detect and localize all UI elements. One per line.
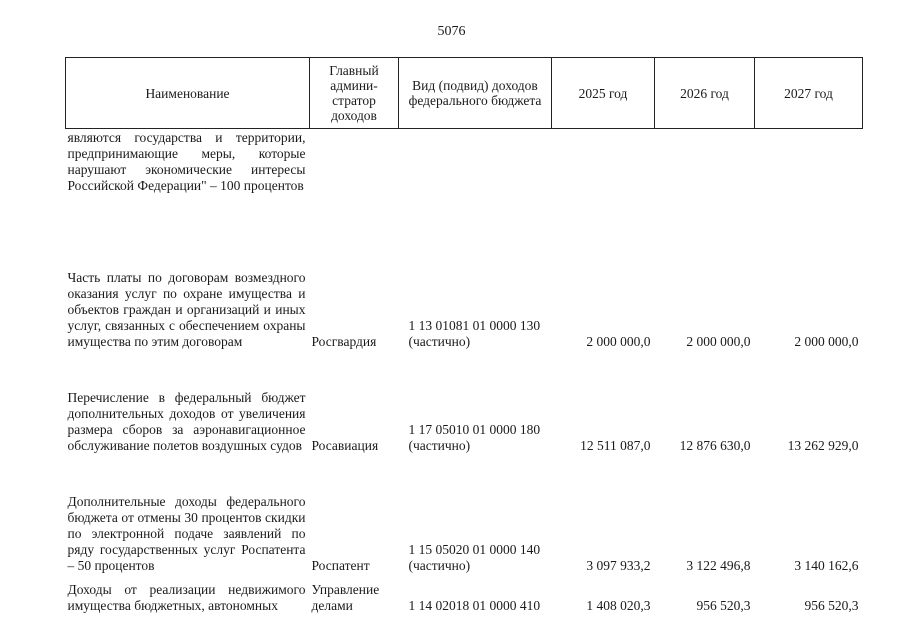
table-body <box>66 129 863 615</box>
row-code <box>399 129 552 213</box>
row-name: Перечисление в федеральный бюджет дополнительных доходов от увеличения размера сборов за аэронавигационное обслуживание полетов воздушных судов <box>67 390 306 453</box>
budget-revenue-table <box>65 57 863 614</box>
header-admin: Главный админи- стратор доходов <box>310 58 399 129</box>
row-value-2027: 956 520,3 <box>804 598 859 613</box>
row-name: являются государства и территории, предпринимающие меры, которые нарушают экономические интересы Российской Федерации" – 100 процентов <box>67 130 306 193</box>
header-year-2026: 2026 год <box>655 58 755 129</box>
row-value-2025 <box>552 129 655 213</box>
row-value-2025: 12 511 087,0 <box>580 438 651 453</box>
row-admin <box>310 129 399 213</box>
row-value-2027: 2 000 000,0 <box>794 334 859 349</box>
table-row <box>66 454 863 574</box>
row-admin: Управление делами <box>311 582 380 613</box>
table-row <box>66 129 863 213</box>
row-value-2027: 3 140 162,6 <box>794 558 859 573</box>
row-value-2027 <box>755 129 863 213</box>
row-value-2026: 3 122 496,8 <box>686 558 751 573</box>
row-admin: Росавиация <box>311 438 379 453</box>
row-name: Дополнительные доходы федерального бюджета от отмены 30 процентов скидки по электронной подаче заявлений по ряду государственных услуг Роспатента – 50 процентов <box>67 494 306 573</box>
page-number: 5076 <box>437 24 466 39</box>
row-value-2026: 956 520,3 <box>696 598 751 613</box>
row-value-2026: 12 876 630,0 <box>679 438 751 453</box>
header-year-2025: 2025 год <box>552 58 655 129</box>
row-value-2027: 13 262 929,0 <box>787 438 859 453</box>
table-row <box>66 574 863 614</box>
row-value-2025: 3 097 933,2 <box>586 558 651 573</box>
row-name: Доходы от реализации недвижимого имущества бюджетных, автономных <box>67 582 306 613</box>
row-code: 1 14 02018 01 0000 410 <box>408 598 541 613</box>
row-admin: Роспатент <box>311 558 370 573</box>
row-value-2025: 2 000 000,0 <box>586 334 651 349</box>
header-row <box>66 58 863 129</box>
row-code: 1 15 05020 01 0000 140 (частично) <box>408 542 541 573</box>
table-row <box>66 350 863 454</box>
row-value-2026 <box>655 129 755 213</box>
header-year-2027: 2027 год <box>755 58 863 129</box>
row-value-2025: 1 408 020,3 <box>586 598 651 613</box>
row-name: Часть платы по договорам возмездного оказания услуг по охране имущества и объектов граждан и организаций и иных услуг, связанных с обеспечением охраны имущества по этим договорам <box>67 270 306 349</box>
header-code: Вид (подвид) доходов федерального бюджета <box>399 58 552 129</box>
row-value-2026: 2 000 000,0 <box>686 334 751 349</box>
row-code: 1 13 01081 01 0000 130 (частично) <box>408 318 541 349</box>
table-row <box>66 212 863 350</box>
row-admin: Росгвардия <box>311 334 377 349</box>
header-name: Наименование <box>66 58 310 129</box>
row-code: 1 17 05010 01 0000 180 (частично) <box>408 422 541 453</box>
table-header <box>66 58 863 129</box>
